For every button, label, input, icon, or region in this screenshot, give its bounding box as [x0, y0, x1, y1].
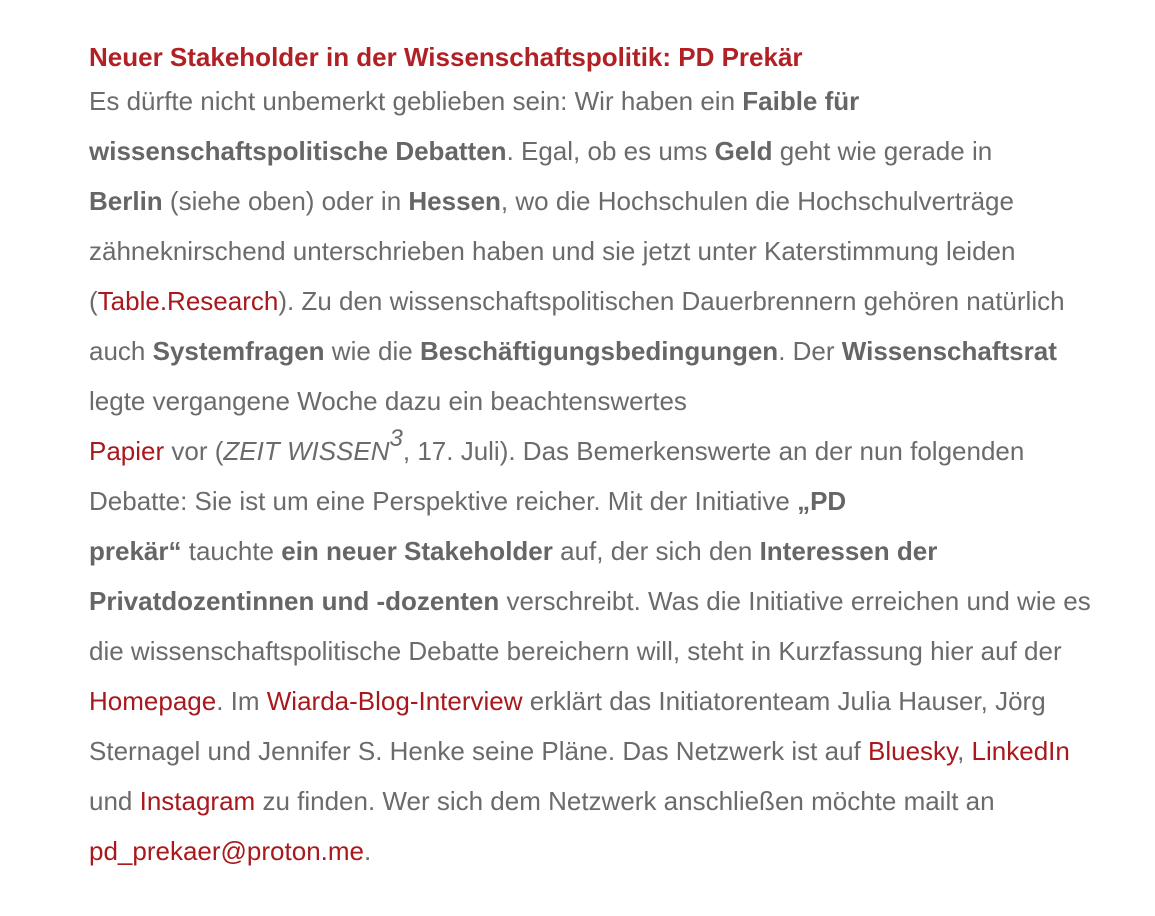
article	[89, 38, 1119, 876]
text-segment: ). Zu den wissenschaftspolitischen Dauerbrennern gehören natürlich auch	[89, 286, 1065, 366]
bold-systemfragen: Systemfragen	[152, 336, 325, 366]
article-body	[89, 76, 1119, 876]
text-segment: geht wie gerade in	[772, 136, 993, 166]
text-segment: legte vergangene Woche dazu ein beachtenswertes	[89, 386, 687, 416]
bold-interessen: Interessen der Privatdozentinnen und -dozenten	[89, 536, 938, 616]
text-segment: (siehe oben) oder in	[162, 186, 409, 216]
text-segment: auf, der sich den	[552, 536, 760, 566]
bold-berlin: Berlin	[89, 186, 163, 216]
link-wiarda-blog-interview[interactable]: Wiarda-Blog-Interview	[266, 686, 523, 716]
bold-hessen: Hessen	[408, 186, 501, 216]
text-segment: und	[89, 786, 140, 816]
link-email[interactable]: pd_prekaer@proton.me	[89, 836, 364, 866]
text-segment: . Im	[216, 686, 267, 716]
link-bluesky[interactable]: Bluesky	[867, 736, 958, 766]
bold-pd-open: „PD	[797, 486, 847, 516]
superscript-three: 3	[389, 425, 403, 453]
text-segment: tauchte	[181, 536, 282, 566]
bold-prekaer: prekär“	[89, 536, 182, 566]
text-segment: ,	[957, 736, 972, 766]
text-segment: , wo die Hochschulen die Hochschulverträge zähneknirschend unterschrieben haben und sie jetzt unter Katerstimmung leiden (	[89, 186, 1016, 316]
bold-faible: Faible für wissenschaftspolitische Debatten	[89, 86, 860, 166]
text-segment: .	[364, 836, 372, 866]
link-instagram[interactable]: Instagram	[139, 786, 256, 816]
bold-wissenschaftsrat: Wissenschaftsrat	[841, 336, 1057, 366]
text-segment: . Egal, ob es ums	[506, 136, 715, 166]
bold-neuer-stakeholder: ein neuer Stakeholder	[281, 536, 553, 566]
link-linkedin[interactable]: LinkedIn	[971, 736, 1070, 766]
bold-geld: Geld	[714, 136, 773, 166]
text-segment: erklärt das Initiatorenteam Julia Hauser, Jörg Sternagel und Jennifer S. Henke seine Pläne. Das Netzwerk ist auf	[89, 686, 1046, 766]
text-segment: . Der	[778, 336, 842, 366]
text-segment: zu finden. Wer sich dem Netzwerk anschließen möchte mailt an	[255, 786, 995, 816]
link-homepage[interactable]: Homepage	[89, 686, 217, 716]
article-headline: Neuer Stakeholder in der Wissenschaftspolitik: PD Prekär	[89, 42, 803, 72]
text-segment: Es dürfte nicht unbemerkt geblieben sein: Wir haben ein	[89, 86, 743, 116]
text-segment: verschreibt. Was die Initiative erreichen und wie es die wissenschaftspolitische Debatte bereichern will, steht in Kurzfassung hier auf der	[89, 586, 1091, 666]
text-segment: vor (	[164, 436, 224, 466]
link-table-research[interactable]: Table.Research	[97, 286, 279, 316]
bold-beschaeftigungsbedingungen: Beschäftigungsbedingungen	[419, 336, 779, 366]
text-segment: wie die	[324, 336, 420, 366]
text-segment: , 17. Juli). Das Bemerkenswerte an der nun folgenden Debatte: Sie ist um eine Perspektive reicher. Mit der Initiative	[89, 436, 1025, 516]
italic-zeit-wissen: ZEIT WISSEN	[223, 436, 390, 466]
link-papier[interactable]: Papier	[89, 436, 165, 466]
